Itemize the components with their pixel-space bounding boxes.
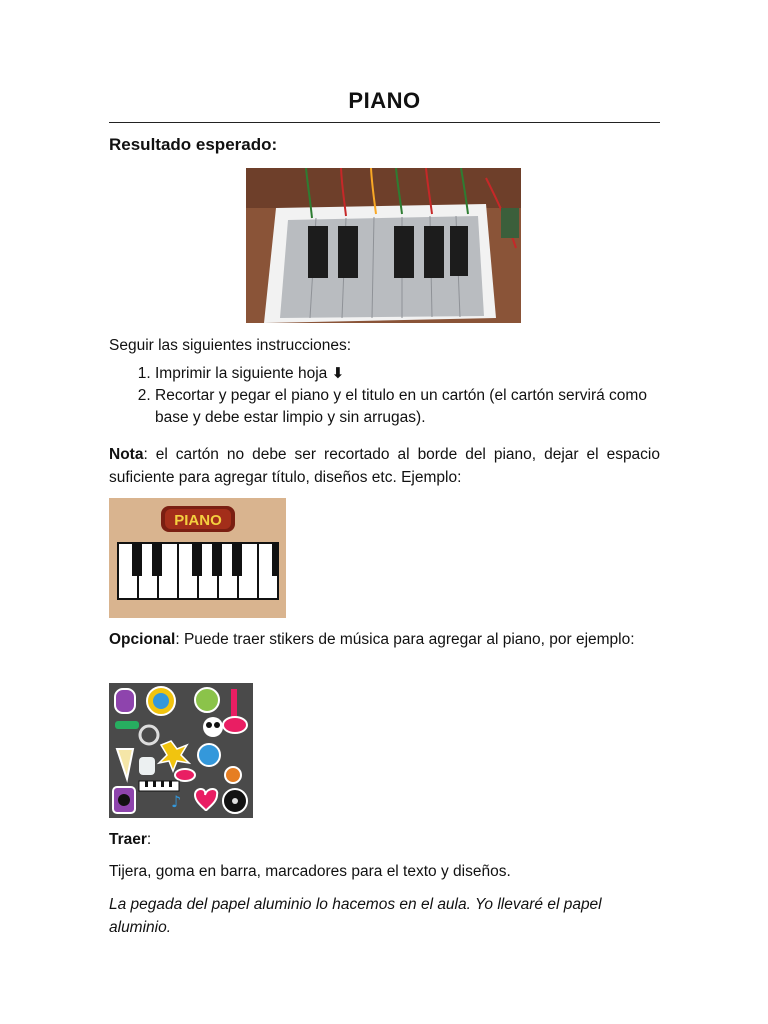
optional-label: Opcional (109, 631, 176, 648)
optional-paragraph (109, 628, 660, 651)
title-divider (109, 122, 660, 123)
list-item-text: Imprimir la siguiente hoja (155, 365, 328, 382)
section-heading: Resultado esperado: (109, 135, 278, 154)
foil-piano-photo (246, 168, 521, 323)
note-label: Nota (109, 446, 144, 463)
down-arrow-icon: ⬇ (331, 365, 345, 382)
list-item (155, 363, 660, 385)
note-text: : el cartón no debe ser recortado al borde del piano, dejar el espacio suficiente para agregar título, diseños etc. Ejemplo: (109, 446, 660, 486)
example-piano-image (109, 498, 286, 618)
note-paragraph (109, 443, 660, 489)
list-item-text: Recortar y pegar el piano y el titulo en un cartón (el cartón servirá como base y debe estar limpio y sin arrugas). (155, 387, 647, 426)
list-item (155, 385, 660, 429)
page-title: PIANO (348, 88, 421, 113)
bring-label: Traer (109, 831, 147, 848)
materials-list: Tijera, goma en barra, marcadores para el texto y diseños. (109, 863, 511, 880)
instructions-intro: Seguir las siguientes instrucciones: (109, 337, 352, 354)
music-stickers-image (109, 683, 253, 818)
svg-text:♪: ♪ (171, 792, 182, 811)
example-logo-text: PIANO (174, 512, 222, 529)
bring-heading (109, 828, 151, 851)
optional-text: : Puede traer stikers de música para agregar al piano, por ejemplo: (175, 631, 635, 648)
closing-note: La pegada del papel aluminio lo hacemos en el aula. Yo llevaré el papel aluminio. (109, 896, 602, 936)
instructions-list (109, 363, 660, 429)
bring-colon: : (146, 831, 152, 848)
